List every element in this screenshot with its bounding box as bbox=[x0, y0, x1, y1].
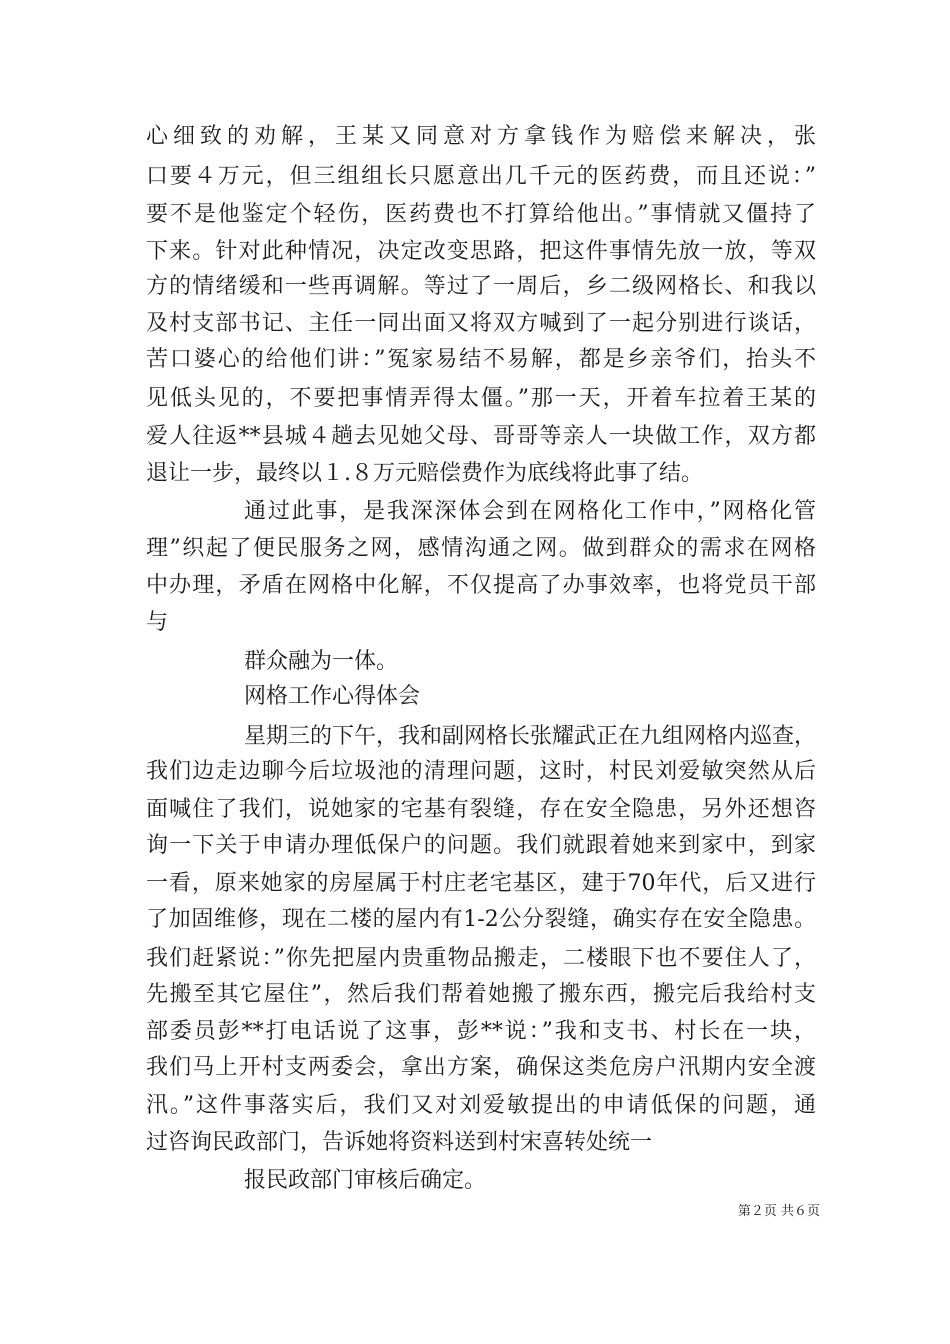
text-line-6: 及村支部书记、主任一同出面又将双方喊到了一起分别进行谈话， bbox=[146, 311, 816, 336]
text-line-2: 口要４万元，但三组组长只愿意出几千元的医药费，而且还说：” bbox=[146, 164, 816, 189]
text-line-27: 汛。”这件事落实后，我们又对刘爱敏提出的申请低保的问题，通 bbox=[146, 1093, 816, 1118]
text-line-10: 退让一步，最终以１.８万元赔偿费作为底线将此事了结。 bbox=[146, 461, 703, 486]
text-line-14: 与 bbox=[146, 610, 169, 635]
section-heading: 网格工作心得体会 bbox=[244, 684, 421, 709]
text-line-1: 心细致的劝解，王某又同意对方拿钱作为赔偿来解决，张 bbox=[146, 124, 816, 149]
text-line-11: 通过此事，是我深深体会到在网格化工作中，”网格化管 bbox=[244, 499, 816, 524]
text-line-26: 我们马上开村支两委会，拿出方案，确保这类危房户汛期内安全渡 bbox=[146, 1055, 816, 1080]
text-line-12: 理”织起了便民服务之网，感情沟通之网。做到群众的需求在网格 bbox=[146, 536, 816, 561]
text-line-18: 我们边走边聊今后垃圾池的清理问题，这时，村民刘爱敏突然从后 bbox=[146, 759, 816, 784]
text-line-15: 群众融为一体。 bbox=[244, 649, 399, 674]
text-line-21: 一看，原来她家的房屋属于村庄老宅基区，建于70年代，后又进行 bbox=[146, 871, 816, 896]
text-line-3: 要不是他鉴定个轻伤，医药费也不打算给他出。”事情就又僵持了 bbox=[146, 202, 816, 227]
text-line-24: 先搬至其它屋住”，然后我们帮着她搬了搬东西，搬完后我给村支 bbox=[146, 982, 816, 1007]
text-line-8: 见低头见的，不要把事情弄得太僵。”那一天，开着车拉着王某的 bbox=[146, 386, 816, 411]
page-number-footer: 第２页 共６页 bbox=[737, 1204, 820, 1219]
text-line-7: 苦口婆心的给他们讲：”冤家易结不易解，都是乡亲爷们，抬头不 bbox=[146, 347, 816, 372]
text-line-29: 报民政部门审核后确定。 bbox=[244, 1168, 487, 1193]
text-line-4: 下来。针对此种情况，决定改变思路，把这件事情先放一放，等双 bbox=[146, 239, 816, 264]
text-line-17: 星期三的下午，我和副网格长张耀武正在九组网格内巡查， bbox=[244, 724, 816, 749]
text-line-9: 爱人往返**县城４趟去见她父母、哥哥等亲人一块做工作，双方都 bbox=[146, 424, 816, 449]
text-line-19: 面喊住了我们，说她家的宅基有裂缝，存在安全隐患，另外还想咨 bbox=[146, 797, 816, 822]
text-line-20: 询一下关于申请办理低保户的问题。我们就跟着她来到家中，到家 bbox=[146, 833, 816, 858]
text-line-25: 部委员彭**打电话说了这事，彭**说：”我和支书、村长在一块， bbox=[146, 1019, 816, 1044]
text-line-22: 了加固维修，现在二楼的屋内有1-2公分裂缝，确实存在安全隐患。 bbox=[146, 907, 816, 932]
text-line-13: 中办理，矛盾在网格中化解，不仅提高了办事效率，也将党员干部 bbox=[146, 573, 816, 598]
text-line-5: 方的情绪缓和一些再调解。等过了一周后，乡二级网格长、和我以 bbox=[146, 274, 816, 299]
text-line-23: 我们赶紧说：”你先把屋内贵重物品搬走，二楼眼下也不要住人了， bbox=[146, 946, 816, 971]
text-line-28: 过咨询民政部门，告诉她将资料送到村宋喜转处统一 bbox=[146, 1130, 653, 1155]
